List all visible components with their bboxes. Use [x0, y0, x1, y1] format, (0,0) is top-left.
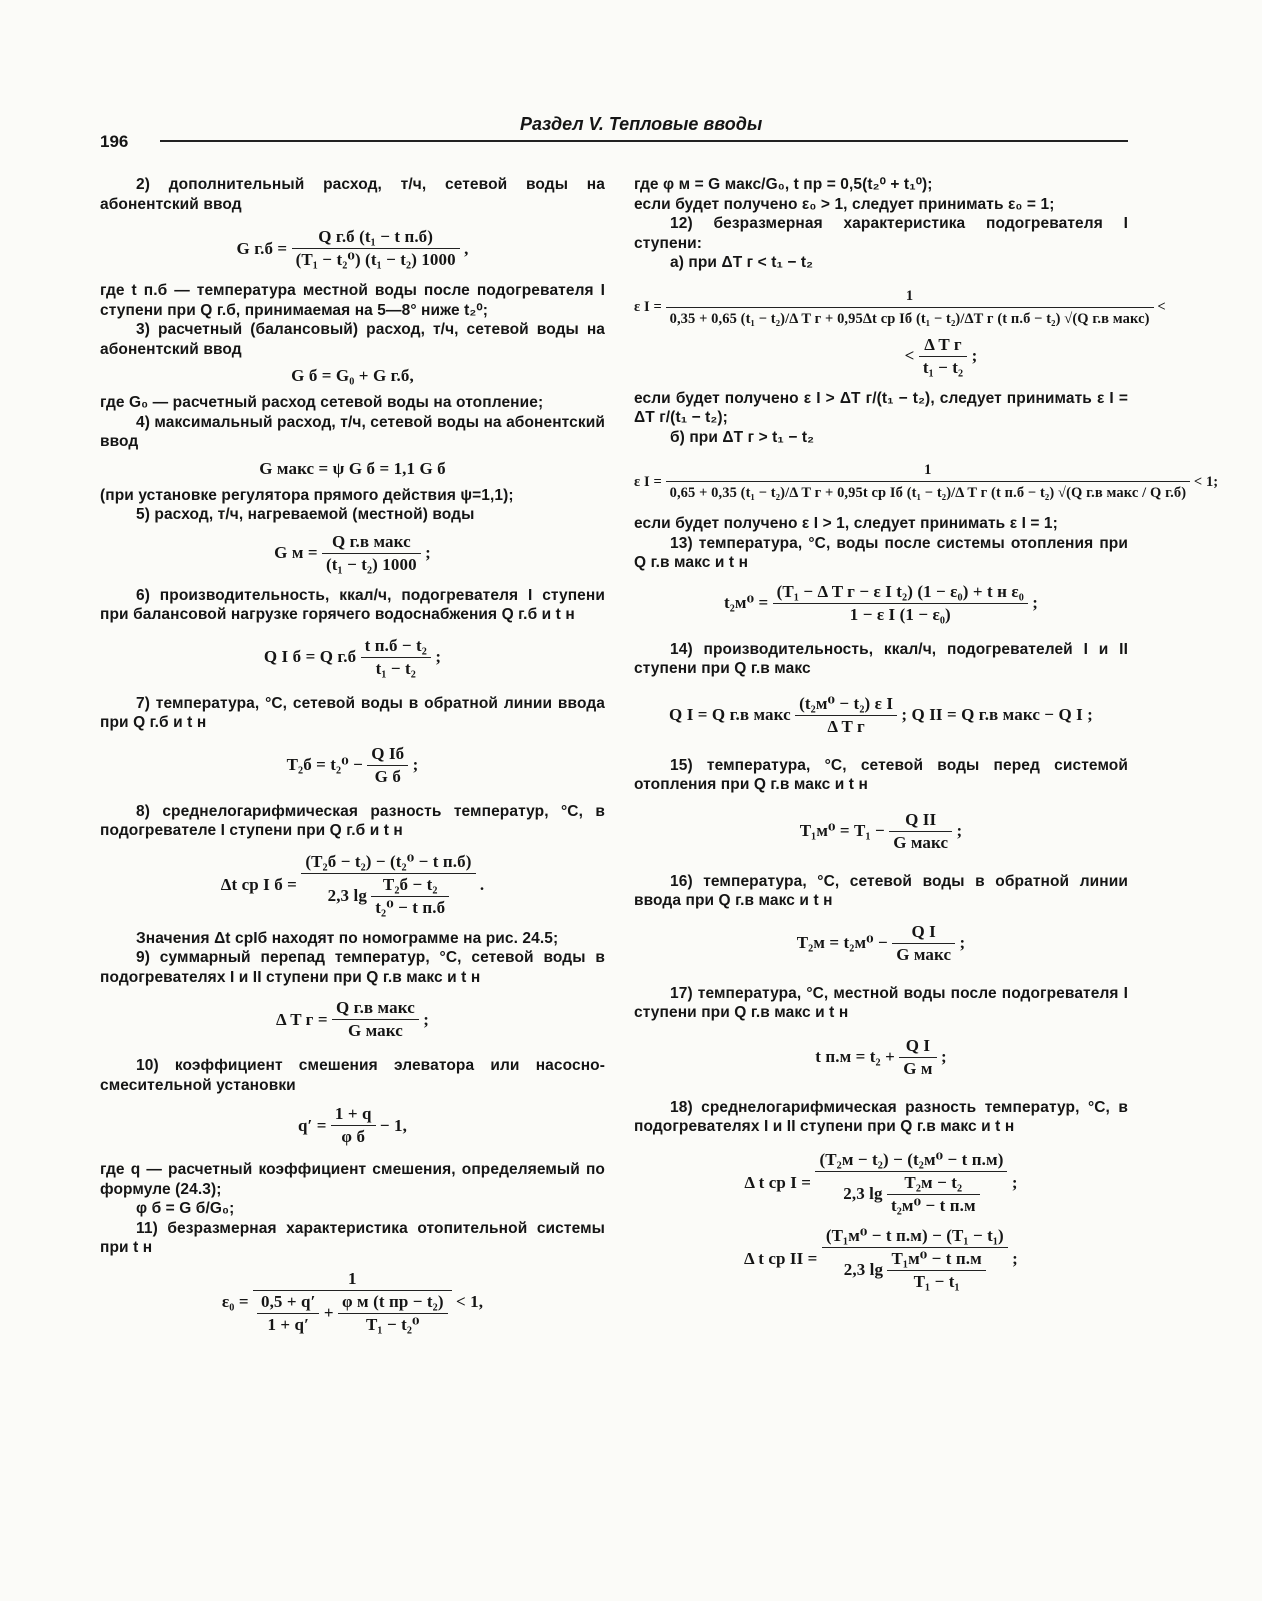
- item-14-text: 14) производительность, ккал/ч, подогревателей I и II ступени при Q г.в макс: [634, 640, 1128, 677]
- item-16-text: 16) температура, °С, сетевой воды в обратной линии ввода при Q г.в макс и t н: [634, 872, 1128, 909]
- item-9-text: 9) суммарный перепад температур, °С, сетевой воды в подогревателях I и II ступени при Q г.в макс и t н: [100, 949, 605, 986]
- formula-15: T₁м⁰ = T₁ − Q II G макс ;: [799, 809, 963, 852]
- left-column: [100, 175, 605, 1336]
- right-column: [634, 175, 1219, 1293]
- section-title: Раздел V. Тепловые вводы: [520, 114, 763, 134]
- item-8-text: 8) среднелогарифмическая разность температур, °С, в подогревателе I ступени при Q г.б и t н: [100, 802, 605, 839]
- formula-18b: Δ t ср II = (T₁м⁰ − t п.м) − (T₁ − t₁) 2,3 lg T₁м⁰ − t п.м T₁ − t₁ ;: [744, 1225, 1018, 1291]
- header-rule: [160, 140, 1128, 142]
- item-2-text: 2) дополнительный расход, т/ч, сетевой воды на абонентский ввод: [100, 176, 605, 213]
- formula-7: T₂б = t₂⁰ − Q Iб G б ;: [286, 743, 419, 786]
- item-3-text: 3) расчетный (балансовый) расход, т/ч, сетевой воды на абонентский ввод: [100, 321, 605, 358]
- item-17-text: 17) температура, °С, местной воды после подогревателя I ступени при Q г.в макс и t н: [634, 984, 1128, 1021]
- item-12-text: 12) безразмерная характеристика подогревателя I ступени:: [634, 215, 1128, 252]
- item-10-text: 10) коэффициент смешения элеватора или насосно-смесительной установки: [100, 1057, 605, 1094]
- formula-4: G макс = ψ G б = 1,1 G б: [259, 458, 446, 478]
- item-18-text: 18) среднелогарифмическая разность температур, °С, в подогревателях I и II ступени при Q г.в макс и t н: [634, 1098, 1128, 1135]
- formula-8: Δt ср I б = (T₂б − t₂) − (t₂⁰ − t п.б) 2,3 lg T₂б − t₂ t₂⁰ − t п.б .: [220, 851, 485, 917]
- item-12b: б) при ΔT г > t₁ − t₂: [670, 428, 815, 446]
- formula-16: T₂м = t₂м⁰ − Q I G макс ;: [796, 921, 966, 964]
- where-11: где φ м = G макс/G₀, t пр = 0,5(t₂⁰ + t₁⁰);: [634, 176, 933, 193]
- note-4: (при установке регулятора прямого действия ψ=1,1);: [100, 486, 514, 504]
- item-5-text: 5) расход, т/ч, нагреваемой (местной) воды: [136, 506, 475, 523]
- item-6-text: 6) производительность, ккал/ч, подогревателя I ступени при балансовой нагрузке горячего водоснабжения Q г.б и t н: [100, 586, 605, 623]
- formula-2: G г.б = Q г.б (t₁ − t п.б) (T₁ − t₂⁰) (t₁ − t₂) 1000 ,: [236, 227, 469, 269]
- note-12a: если будет получено ε I > ΔT г/(t₁ − t₂), следует принимать ε I = ΔT г/(t₁ − t₂);: [634, 389, 1128, 426]
- formula-6: Q I б = Q г.б t п.б − t₂ t₁ − t₂ ;: [263, 635, 442, 678]
- where-3: где G₀ — расчетный расход сетевой воды на отопление;: [100, 394, 544, 411]
- formula-12a-cont: < Δ T г t₁ − t₂ ;: [904, 334, 978, 377]
- note-8: Значения Δt срIб находят по номограмме на рис. 24.5;: [136, 929, 559, 947]
- formula-17: t п.м = t₂ + Q I G м ;: [815, 1035, 947, 1078]
- item-4-text: 4) максимальный расход, т/ч, сетевой воды на абонентский ввод: [100, 413, 605, 450]
- where-10b: φ б = G б/G₀;: [136, 1200, 235, 1217]
- item-7-text: 7) температура, °С, сетевой воды в обратной линии ввода при Q г.б и t н: [100, 694, 605, 731]
- formula-11: ε₀ = 1 $\frac{0,5 + q'}{1 + q'}$ + φ м (t пр − t₂) T₁ − t₂⁰ < 1,: [221, 1268, 484, 1334]
- formula-5: G м = Q г.в макс (t₁ − t₂) 1000 ;: [274, 531, 431, 574]
- formula-9: Δ T г = Q г.в макс G макс ;: [276, 998, 429, 1040]
- note-11: если будет получено ε₀ > 1, следует принимать ε₀ = 1;: [634, 195, 1055, 213]
- item-11-text: 11) безразмерная характеристика отопительной системы при t н: [100, 1219, 605, 1256]
- formula-18a: Δ t ср I = (T₂м − t₂) − (t₂м⁰ − t п.м) 2,3 lg T₂м − t₂ t₂м⁰ − t п.м ;: [744, 1149, 1018, 1215]
- formula-13: t₂м⁰ = (T₁ − Δ T г − ε I t₂) (1 − ε₀) + t н ε₀ 1 − ε I (1 − ε₀) ;: [723, 581, 1039, 624]
- item-12a: а) при ΔT г < t₁ − t₂: [670, 254, 814, 271]
- page-number: 196: [100, 132, 129, 151]
- formula-3: G б = G₀ + G г.б,: [291, 366, 414, 385]
- formula-12a: ε I = 1 0,35 + 0,65 (t₁ − t₂)/Δ T г + 0,95Δt ср Iб (t₁ − t₂)/ΔT г (t п.б − t₂) √(Q г.в макс) <: [634, 285, 1128, 330]
- page-header: [100, 114, 1128, 151]
- item-13-text: 13) температура, °С, воды после системы отопления при Q г.в макс и t н: [634, 534, 1128, 571]
- formula-10: q′ = 1 + q φ б − 1,: [297, 1104, 408, 1146]
- where-10: где q — расчетный коэффициент смешения, определяемый по формуле (24.3);: [100, 1161, 605, 1198]
- formula-12b: ε I = 1 0,65 + 0,35 (t₁ − t₂)/Δ T г + 0,95t ср Iб (t₁ − t₂)/Δ T г (t п.б − t₂) √(Q г.в макс / Q г.б) < 1;: [634, 459, 1128, 504]
- formula-14: Q I = Q г.в макс (t₂м⁰ − t₂) ε I Δ T г ; Q II = Q г.в макс − Q I ;: [669, 693, 1093, 736]
- note-12b: если будет получено ε I > 1, следует принимать ε I = 1;: [634, 515, 1058, 532]
- where-2: где t п.б — температура местной воды после подогревателя I ступени при Q г.б, принимаемая на 5—8° ниже t₂⁰;: [100, 282, 605, 319]
- item-15-text: 15) температура, °С, сетевой воды перед системой отопления при Q г.в макс и t н: [634, 756, 1128, 793]
